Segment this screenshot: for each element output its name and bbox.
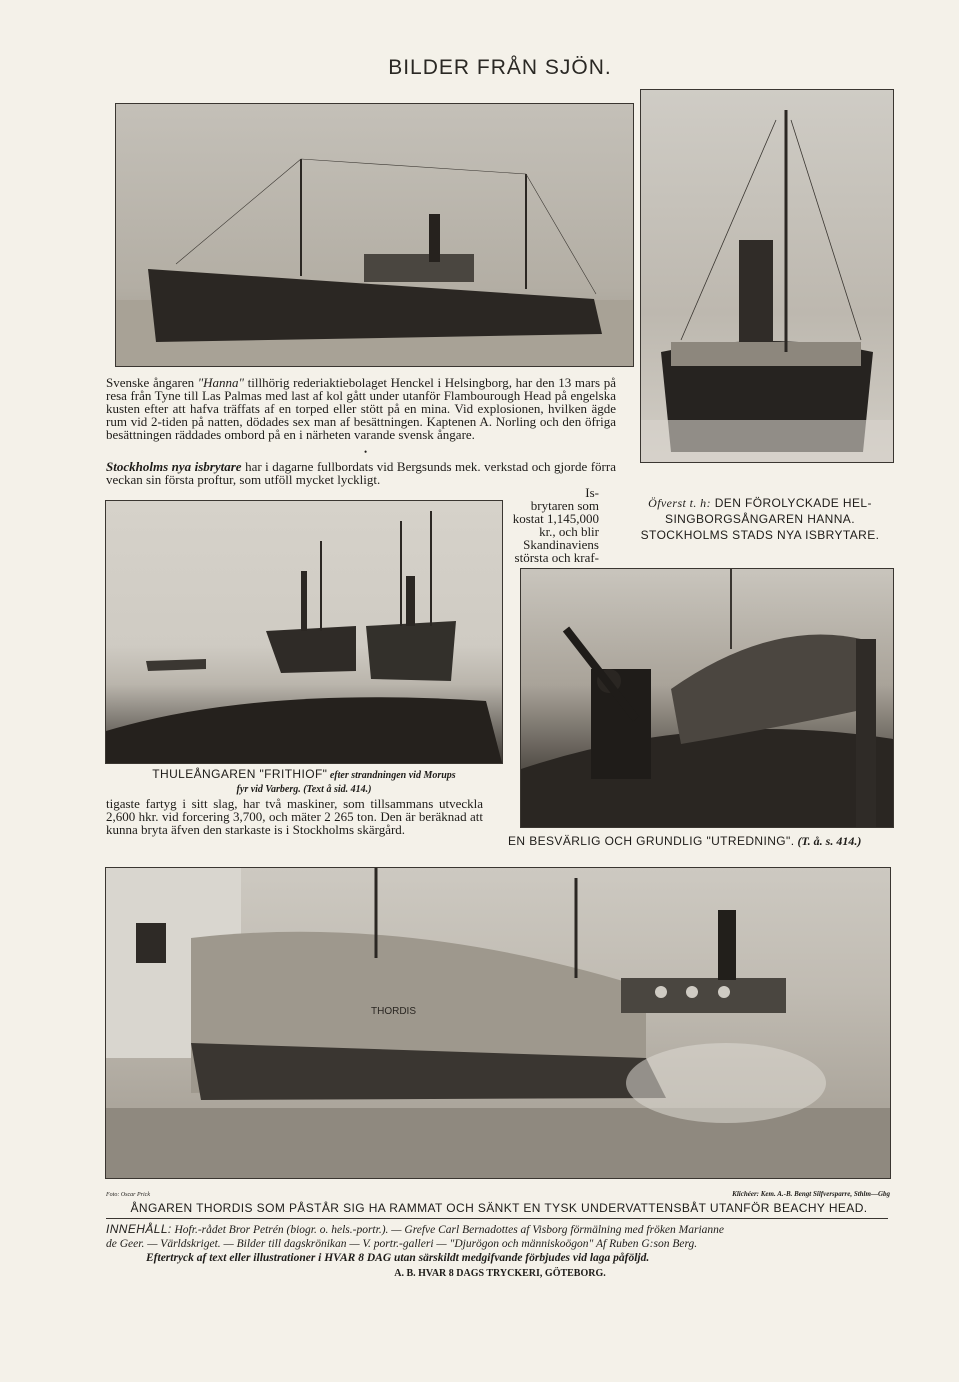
photo-thordis: [105, 867, 891, 1179]
contents-label: INNEHÅLL:: [106, 1222, 172, 1236]
icebreaker-article-intro: [106, 460, 616, 486]
caption-hanna-icebreaker: [620, 495, 900, 543]
photo-hanna-steamer: [115, 103, 634, 367]
hanna-article: [106, 376, 616, 441]
photo-anchor-chains: [520, 568, 894, 828]
column-line: kr., och blir: [539, 524, 599, 539]
caption-chains: [508, 832, 908, 850]
printer-imprint: A. B. HVAR 8 DAGS TRYCKERI, GÖTEBORG.: [394, 1268, 606, 1279]
contents-line-3: Eftertryck af text eller illustrationer i HVAR 8 DAG utan särskildt medgifvande förbjudes vid laga påföljd.: [146, 1252, 650, 1264]
column-line: kostat 1,145,000: [512, 511, 599, 526]
icebreaker-text-1: har i dagarne fullbordats vid Bergsunds mek. verkstad och gjorde förra veckan sin första proftur, som utföll mycket lyckligt.: [106, 459, 616, 487]
caption-frithiof-italic-1: efter strandningen vid Morups: [327, 770, 456, 781]
caption-thordis: ÅNGAREN THORDIS SOM PÅSTÅR SIG HA RAMMAT OCH SÄNKT EN TYSK UNDERVATTENSBÅT UTANFÖR BEACHY HEAD.: [130, 1201, 868, 1215]
photo-frithiof: [105, 500, 503, 764]
hanna-ship-name: "Hanna": [197, 375, 245, 390]
column-line: största och kraf-: [514, 550, 599, 565]
photo-credit-left: Foto: Oscar Prick: [106, 1192, 150, 1198]
contents-line-1: Hofr.-rådet Bror Petrén (biogr. o. hels.-portr.). — Grefve Carl Bernadottes af Visborg förmälning med fröken Marianne: [171, 1224, 725, 1236]
caption-prefix: Öfverst t. h:: [648, 496, 711, 510]
contents-rule: [106, 1218, 888, 1219]
article-separator: •: [364, 447, 368, 457]
hanna-article-prefix: Svenske ångaren: [106, 375, 198, 390]
icebreaker-lead: Stockholms nya isbrytare: [106, 459, 242, 474]
caption-frithiof: [106, 767, 502, 797]
contents-line-2: de Geer. — Världskriget. — Bilder till dagskrönikan — V. portr.-galleri — "Djurögon och människoögon" Af Ruben G:son Berg.: [106, 1238, 698, 1250]
caption-frithiof-italic-2: fyr vid Varberg. (Text å sid. 414.): [236, 784, 372, 795]
photo-icebreaker: [640, 89, 894, 463]
hanna-article-text: tillhörig rederiaktiebolaget Henckel i Helsingborg, har den 13 mars på resa från Tyne till Las Palmas med last af kol gått under utanför Flambourough Head på engelska kusten efter att hafva träffats af en torped eller stött på en mina. Vid explosionen, hvilken ägde rum vid 2-tiden på natten, dödades sex man af besättningen. Kaptenen A. Norling och den öfriga besättningen räddades ombord på en i närheten varande svensk ångare.: [106, 375, 617, 442]
icebreaker-text-2: tigaste fartyg i sitt slag, har två maskiner, som tillsammans utveckla 2,600 hkr. vid forcering 3,700, och mäter 2 265 ton. Den är beräknad att kunna bryta äfven den starkaste is i Stockholms skärgård.: [106, 796, 483, 837]
column-line: brytaren som: [530, 498, 599, 513]
caption-line-2: SINGBORGSÅNGAREN HANNA.: [665, 512, 855, 526]
caption-line-1: DEN FÖROLYCKADE HEL-: [710, 496, 872, 510]
caption-frithiof-caps: THULEÅNGAREN "FRITHIOF": [152, 767, 328, 781]
photo-credit-right: Klichéer: Kem. A.-B. Bengt Silfversparre, Sthlm—Gbg: [732, 1190, 890, 1198]
contents-block: [106, 1222, 896, 1265]
ship-hull-label: THORDIS: [371, 1006, 416, 1017]
column-line: Skandinaviens: [523, 537, 599, 552]
icebreaker-column: [507, 486, 599, 564]
caption-chains-italic: (T. å. s. 414.): [794, 834, 862, 848]
page-title: BILDER FRÅN SJÖN.: [388, 56, 612, 79]
caption-chains-caps: EN BESVÄRLIG OCH GRUNDLIG "UTREDNING".: [508, 834, 795, 848]
column-line: Is-: [585, 485, 599, 500]
caption-line-3: STOCKHOLMS STADS NYA ISBRYTARE.: [640, 528, 880, 542]
